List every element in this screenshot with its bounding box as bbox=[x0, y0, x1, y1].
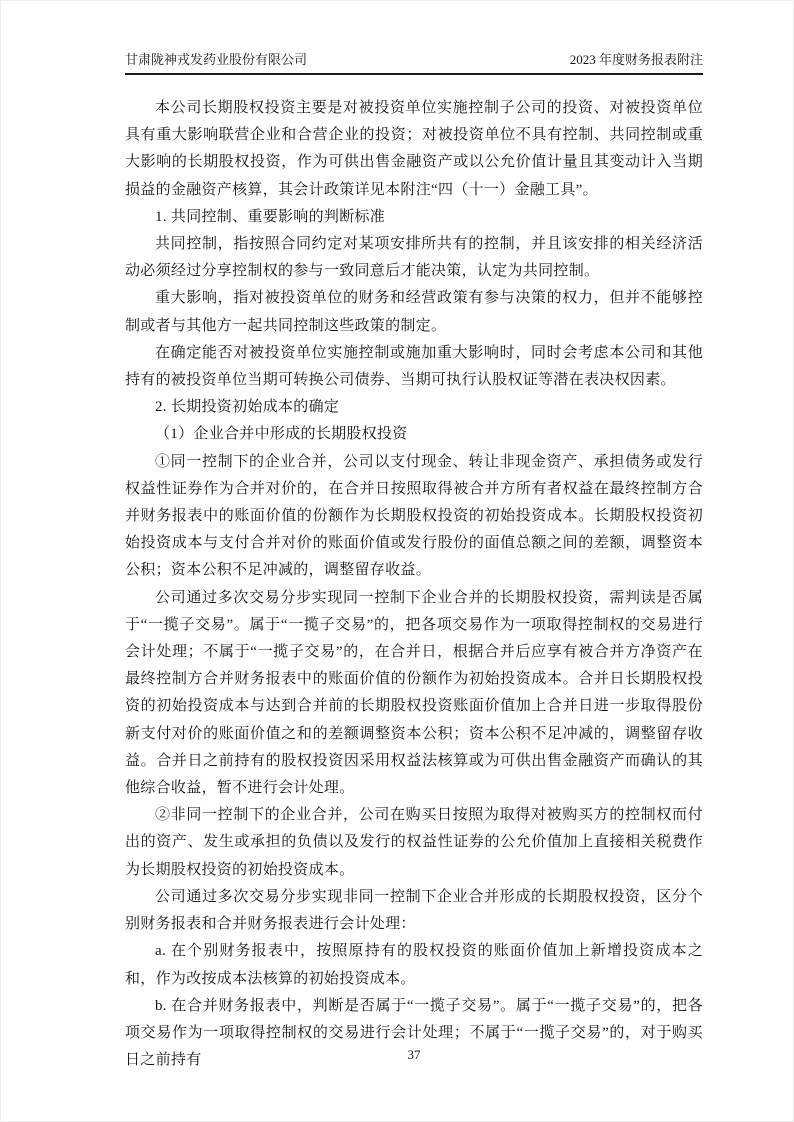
para-significant-influence-definition: 重大影响，指对被投资单位的财务和经营政策有参与决策的权力，但并不能够控制或者与其他方一起共同控制这些政策的制定。 bbox=[125, 290, 703, 334]
para-potential-voting-rights: 在确定能否对被投资单位实施控制或施加重大影响时，同时会考虑本公司和其他持有的被投资单位当期可转换公司债券、当期可执行认股权证等潜在表决权因素。 bbox=[125, 344, 703, 389]
heading-business-combination: （1）企业合并中形成的长期股权投资 bbox=[155, 426, 408, 443]
para-consolidated-statements-treatment: b. 在合并财务报表中，判断是否属于“一揽子交易”。属于“一揽子交易”的，把各项交易作为一项取得控制权的交易进行会计处理；不属于“一揽子交易”的，对于购买日之前持有 bbox=[125, 997, 703, 1069]
report-title: 2023 年度财务报表附注 bbox=[569, 52, 703, 67]
company-name: 甘肃陇神戎发药业股份有限公司 bbox=[125, 52, 308, 67]
heading-2-initial-cost: 2. 长期投资初始成本的确定 bbox=[155, 399, 340, 416]
para-same-control-step-acquisition: 公司通过多次交易分步实现同一控制下企业合并的长期股权投资，需判读是否属于“一揽子交易”。属于“一揽子交易”的，把各项交易作为一项取得控制权的交易进行会计处理；不属于“一揽子交易”的，在合并日，根据合并后应享有被合并方净资产在最终控制方合并财务报表中的账面价值的份额作为初始投资成本。合并日长期股权投资的初始投资成本与达到合并前的长期股权投资账面价值加上合并日进一步取得股份新支付对价的账面价值之和的差额调整资本公积；资本公积不足冲减的，调整留存收益。合并日之前持有的股权投资因采用权益法核算或为可供出售金融资产而确认的其他综合收益，暂不进行会计处理。 bbox=[125, 589, 703, 797]
page-footer bbox=[125, 1047, 703, 1063]
para-joint-control-definition: 共同控制，指按照合同约定对某项安排所共有的控制，并且该安排的相关经济活动必须经过分享控制权的参与一致同意后才能决策，认定为共同控制。 bbox=[125, 236, 703, 280]
document-body bbox=[125, 95, 703, 1074]
para-lti-overview: 本公司长期股权投资主要是对被投资单位实施控制子公司的投资、对被投资单位具有重大影响联营企业和合营企业的投资；对被投资单位不具有控制、共同控制或重大影响的长期股权投资，作为可供出售金融资产或以公允价值计量且其变动计入当期损益的金融资产核算，其会计政策详见本附注“四（十一）金融工具”。 bbox=[125, 100, 703, 198]
para-separate-statements-treatment: a. 在个别财务报表中，按照原持有的股权投资的账面价值加上新增投资成本之和，作为改按成本法核算的初始投资成本。 bbox=[125, 943, 703, 987]
para-non-same-control-combination: ②非同一控制下的企业合并，公司在购买日按照为取得对被购买方的控制权而付出的资产、发生或承担的负债以及发行的权益性证券的公允价值加上直接相关税费作为长期股权投资的初始投资成本。 bbox=[125, 807, 703, 878]
para-non-same-control-step-acquisition: 公司通过多次交易分步实现非同一控制下企业合并形成的长期股权投资，区分个别财务报表和合并财务报表进行会计处理： bbox=[125, 888, 703, 933]
page-header bbox=[125, 51, 703, 75]
page-number: 37 bbox=[407, 1047, 421, 1062]
para-same-control-combination: ①同一控制下的企业合并，公司以支付现金、转让非现金资产、承担债务或发行权益性证券作为合并对价的，在合并日按照取得被合并方所有者权益在最终控制方合并财务报表中的账面价值的份额作为长期股权投资的初始投资成本。长期股权投资初始投资成本与支付合并对价的账面价值或发行股份的面值总额之间的差额，调整资本公积；资本公积不足冲减的，调整留存收益。 bbox=[125, 453, 703, 579]
heading-1-joint-control-standard: 1. 共同控制、重要影响的判断标准 bbox=[155, 208, 386, 225]
